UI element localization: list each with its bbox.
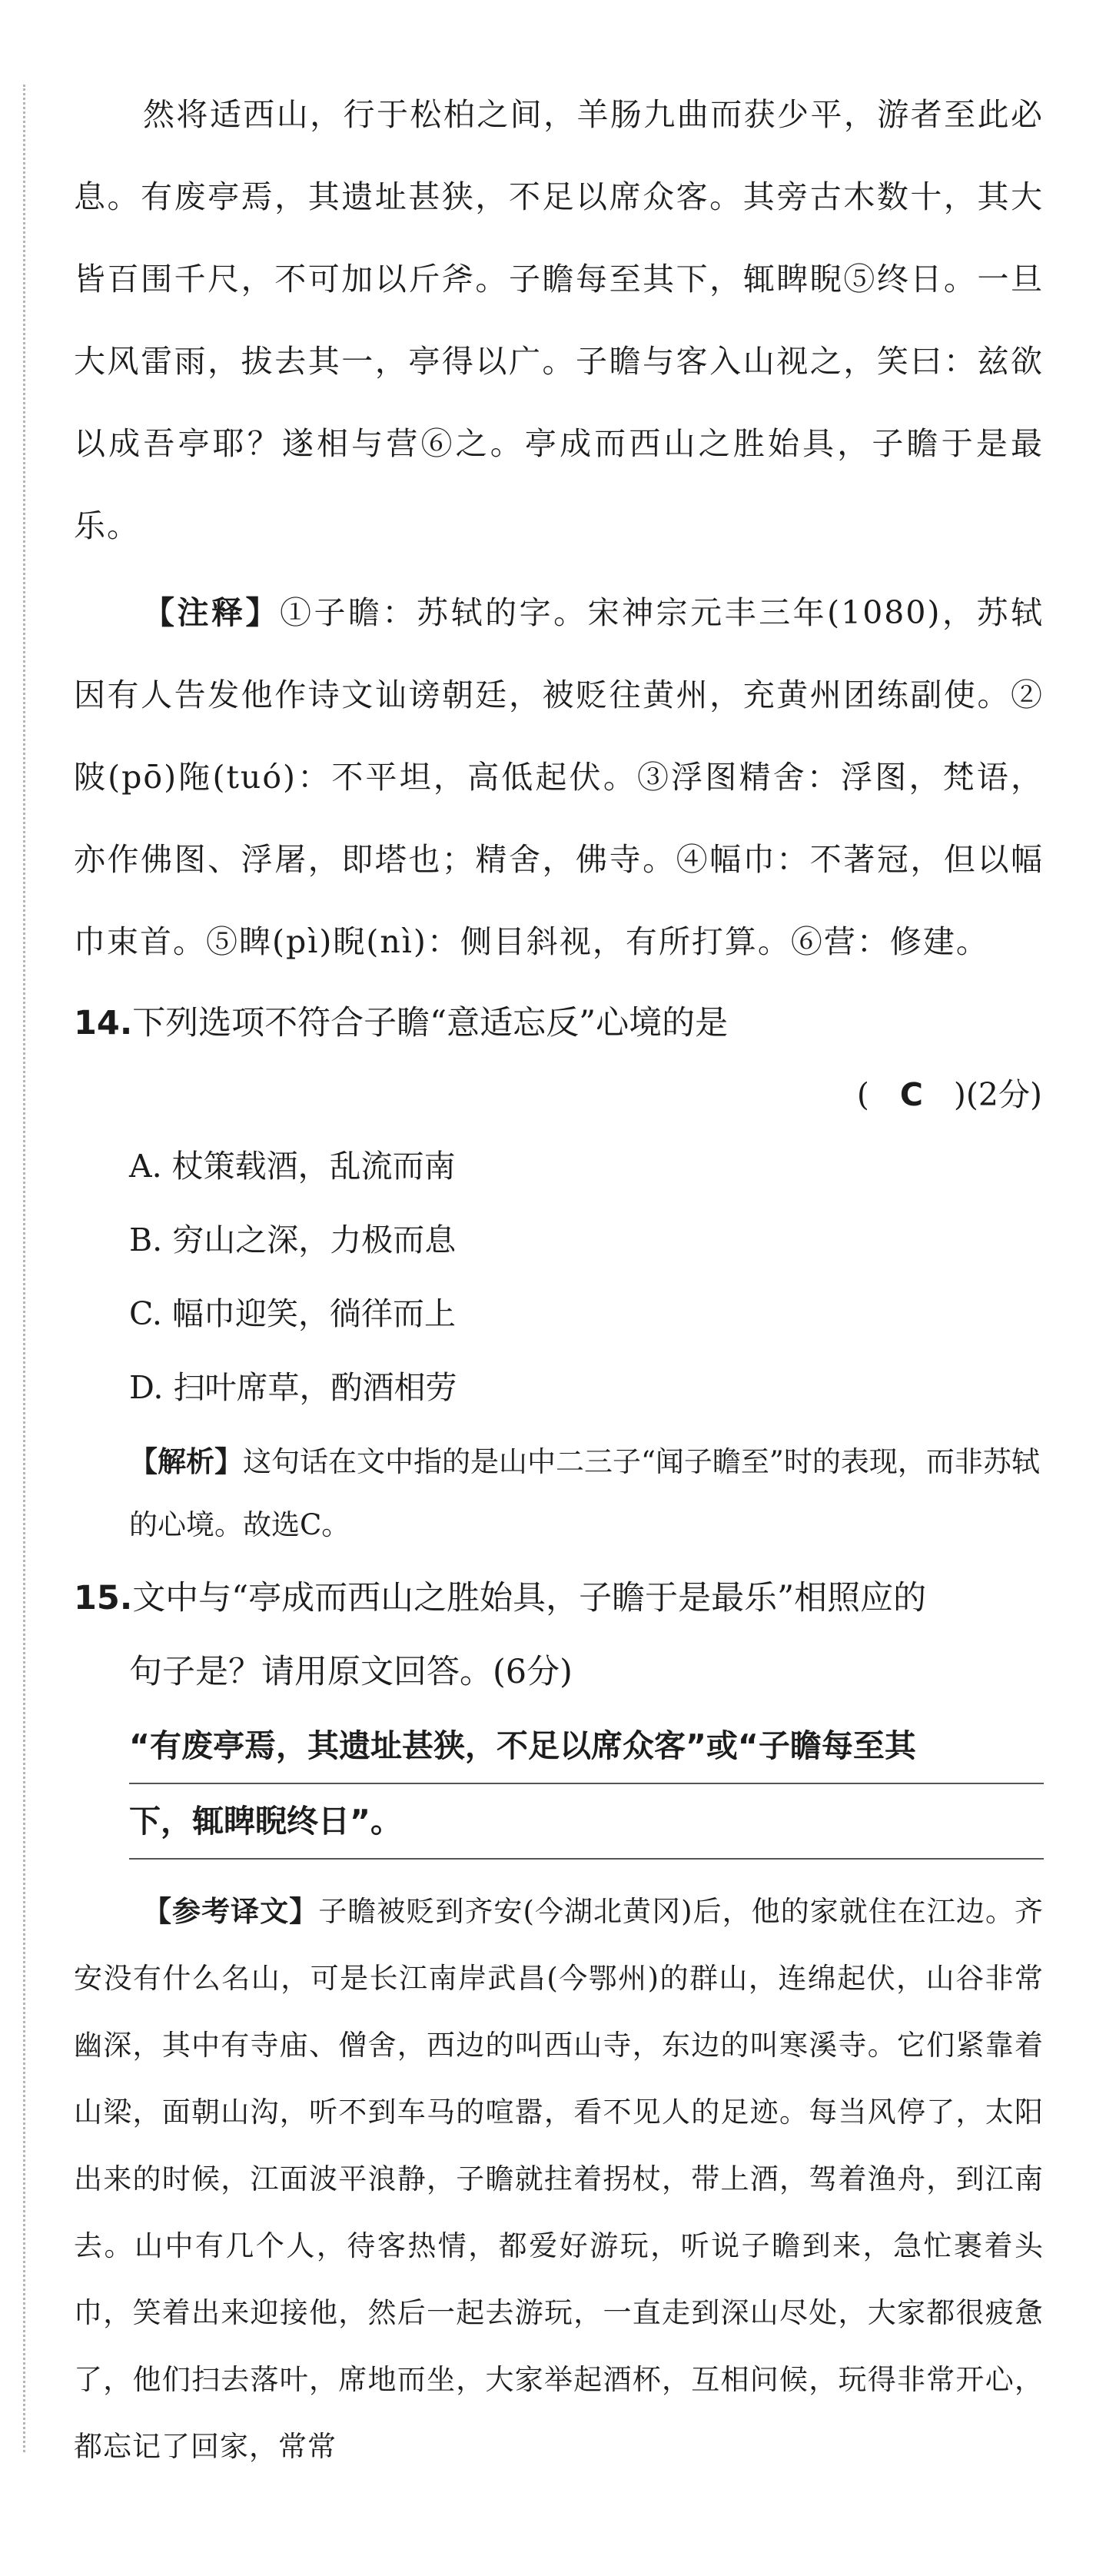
annotation-notes xyxy=(74,572,1044,983)
question-15-number: 15. xyxy=(74,1579,133,1617)
explanation-text: 这句话在文中指的是山中二三子“闻子瞻至”时的表现，而非苏轼的心境。故选C。 xyxy=(129,1445,1040,1541)
question-14 xyxy=(74,986,1044,1557)
question-14-answer: C xyxy=(899,1076,923,1113)
option-d: D. 扫叶席草，酌酒相劳 xyxy=(129,1369,457,1406)
question-15-answer-line-2: 下，辄睥睨终日”。 xyxy=(129,1784,1044,1860)
question-15-stem-text-1: 文中与“亭成而西山之胜始具，子瞻于是最乐”相照应的 xyxy=(132,1579,927,1617)
question-15 xyxy=(74,1561,1044,1860)
question-14-stem-text: 下列选项不符合子瞻“意适忘反”心境的是 xyxy=(132,1004,729,1042)
question-14-explanation xyxy=(129,1431,1044,1557)
answer-open-paren: ( xyxy=(856,1076,869,1113)
question-15-answer xyxy=(129,1709,1044,1860)
question-14-answer-line xyxy=(74,1060,1044,1129)
reference-translation xyxy=(74,1878,1044,2480)
content-column xyxy=(74,74,1044,2480)
margin-dotted-line xyxy=(23,85,25,2452)
classical-passage: 然将适西山，行于松柏之间，羊肠九曲而获少平，游者至此必息。有废亭焉，其遗址甚狭，不足以席众客。其旁古木数十，其大皆百围千尺，不可加以斤斧。子瞻每至其下，辄睥睨⑤终日。一旦大风雷雨，拔去其一，亭得以广。子瞻与客入山视之，笑曰：兹欲以成吾亭耶？遂相与营⑥之。亭成而西山之胜始具，子瞻于是最乐。 xyxy=(74,96,1044,544)
question-14-number: 14. xyxy=(74,1004,133,1042)
option-a: A. 杖策载酒，乱流而南 xyxy=(129,1148,456,1185)
question-14-score: )(2分) xyxy=(953,1076,1042,1113)
notes-text: ①子瞻：苏轼的字。宋神宗元丰三年(1080)，苏轼因有人告发他作诗文讪谤朝廷，被贬往黄州，充黄州团练副使。②陂(pō)陁(tuó)：不平坦，高低起伏。③浮图精舍：浮图，梵语，亦作佛图、浮屠，即塔也；精舍，佛寺。④幅巾：不著冠，但以幅巾束首。⑤睥(pì)睨(nì)：侧目斜视，有所打算。⑥营：修建。 xyxy=(74,594,1044,960)
translation-tag: 【参考译文】 xyxy=(143,1895,319,1928)
explanation-tag: 【解析】 xyxy=(129,1445,243,1478)
option-b: B. 穷山之深，力极而息 xyxy=(129,1222,457,1258)
notes-tag: 【注释】 xyxy=(143,594,281,631)
option-c: C. 幅巾迎笑，徜徉而上 xyxy=(129,1295,456,1332)
question-15-stem-line-1 xyxy=(74,1561,1044,1635)
question-15-answer-line-1: “有废亭焉，其遗址甚狭，不足以席众客”或“子瞻每至其 xyxy=(129,1709,1044,1784)
question-14-stem xyxy=(74,986,1044,1060)
translation-text: 子瞻被贬到齐安(今湖北黄冈)后，他的家就住在江边。齐安没有什么名山，可是长江南岸武昌(今鄂州)的群山，连绵起伏，山谷非常幽深，其中有寺庙、僧舍，西边的叫西山寺，东边的叫寒溪寺。它们紧靠着山梁，面朝山沟，听不到车马的喧嚣，看不见人的足迹。每当风停了，太阳出来的时候，江面波平浪静，子瞻就拄着拐杖，带上酒，驾着渔舟，到江南去。山中有几个人，待客热情，都爱好游玩，听说子瞻到来，急忙裹着头巾，笑着出来迎接他，然后一起去游玩，一直走到深山尽处，大家都很疲惫了，他们扫去落叶，席地而坐，大家举起酒杯，互相问候，玩得非常开心，都忘记了回家，常常 xyxy=(74,1895,1044,2463)
question-15-stem-line-2: 句子是？请用原文回答。(6分) xyxy=(129,1653,573,1691)
